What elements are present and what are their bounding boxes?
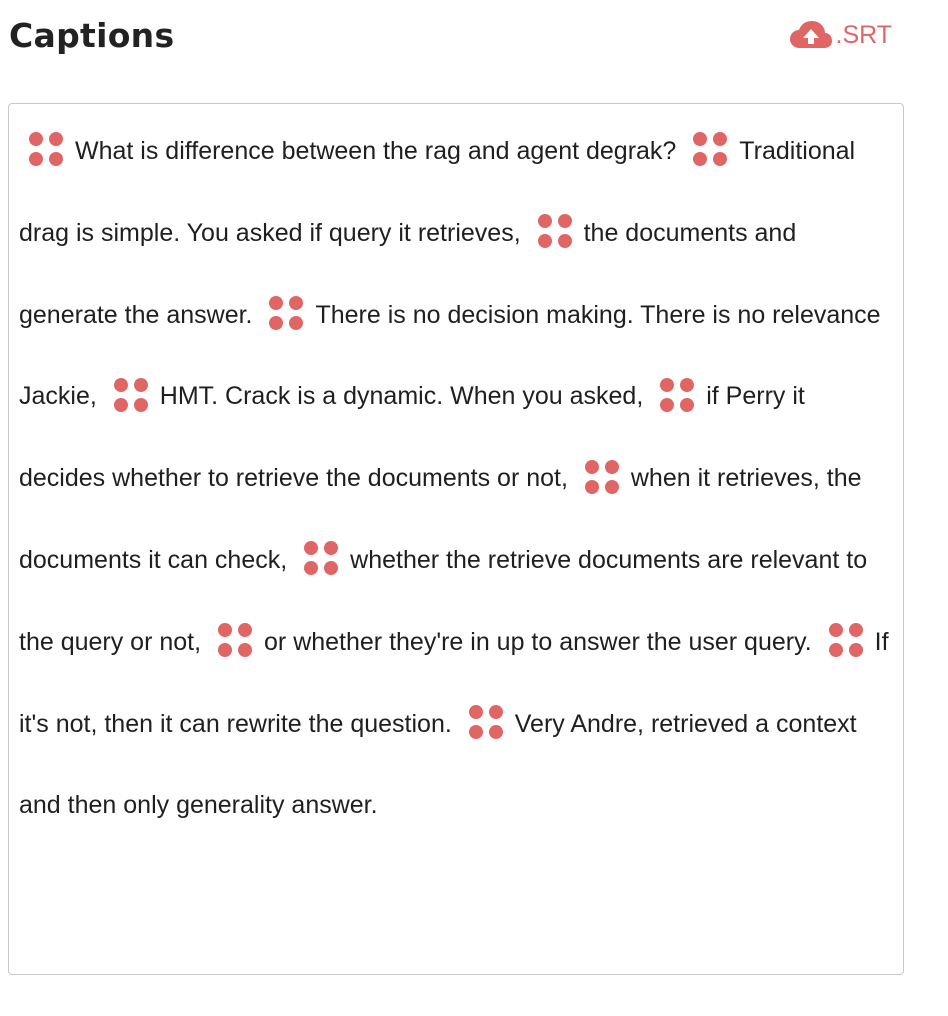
cloud-upload-icon — [789, 20, 833, 50]
captions-header — [9, 12, 894, 58]
segment-marker-icon[interactable] — [112, 376, 150, 414]
caption-segment[interactable]: when it retrieves, the documents it can check, — [19, 464, 862, 574]
page-title: Captions — [9, 15, 175, 55]
segment-marker-icon[interactable] — [583, 458, 621, 496]
caption-segment[interactable]: whether the retrieve documents are relevant to the query or not, — [19, 545, 868, 656]
segment-marker-icon[interactable] — [302, 539, 340, 577]
segment-marker-icon[interactable] — [536, 212, 574, 250]
segment-marker-icon[interactable] — [27, 130, 65, 168]
upload-srt-button[interactable] — [789, 20, 893, 50]
caption-segment[interactable]: If it's not, then it can rewrite the question. — [19, 627, 889, 738]
segment-marker-icon[interactable] — [216, 621, 254, 659]
upload-srt-label: .SRT — [835, 20, 892, 49]
captions-panel — [8, 103, 904, 975]
caption-segment[interactable]: What is difference between the rag and agent degrak? — [75, 137, 677, 165]
caption-segment[interactable]: or whether they're in up to answer the user query. — [264, 627, 812, 656]
caption-segment[interactable]: the documents and generate the answer. — [19, 218, 797, 329]
caption-segment[interactable]: There is no decision making. There is no relevance Jackie, — [19, 300, 881, 411]
segment-marker-icon[interactable] — [658, 376, 696, 414]
caption-segment[interactable]: HMT. Crack is a dynamic. When you asked, — [159, 382, 644, 411]
captions-transcript — [19, 111, 891, 847]
segment-marker-icon[interactable] — [691, 130, 729, 168]
segment-marker-icon[interactable] — [267, 294, 305, 332]
caption-segment[interactable]: Traditional drag is simple. You asked if query it retrieves, — [19, 137, 856, 247]
segment-marker-icon[interactable] — [827, 621, 865, 659]
segment-marker-icon[interactable] — [467, 703, 505, 741]
caption-segment[interactable]: if Perry it decides whether to retrieve the documents or not, — [19, 382, 805, 493]
caption-segment[interactable]: Very Andre, retrieved a context and then only generality answer. — [19, 709, 857, 820]
